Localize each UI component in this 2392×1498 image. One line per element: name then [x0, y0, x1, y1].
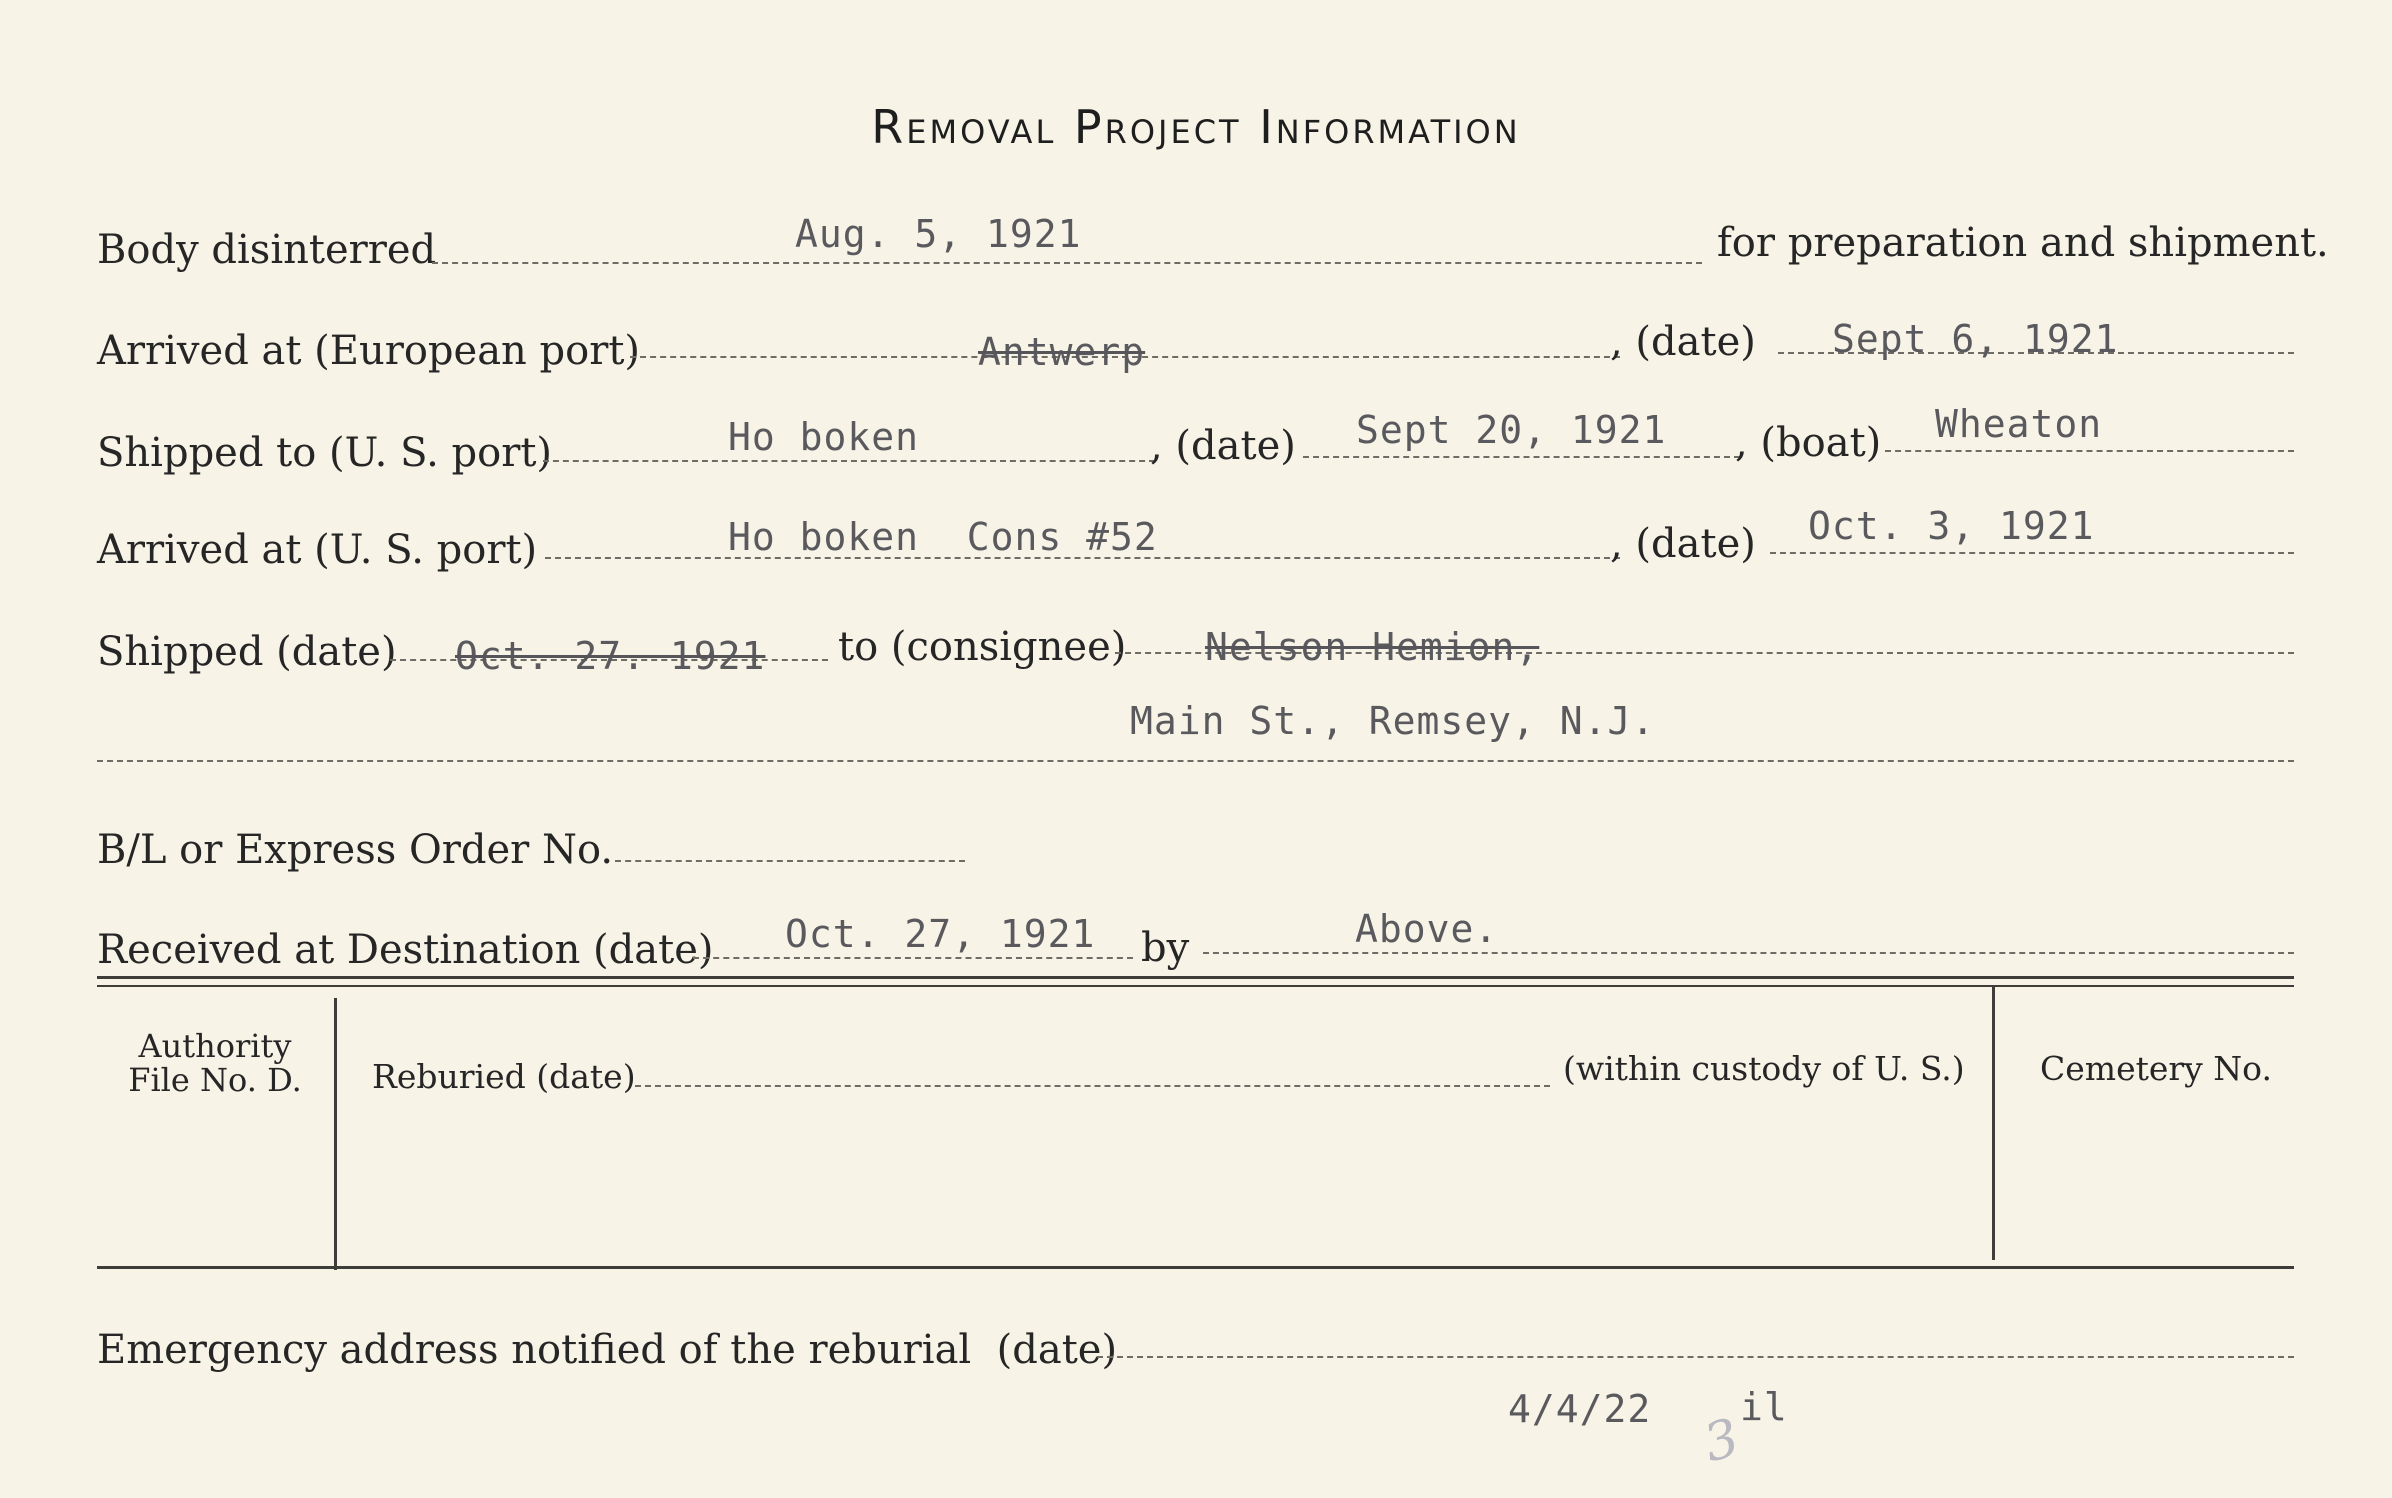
arrived-european-label: Arrived at (European port): [97, 328, 641, 374]
table-bottom-rule: [97, 1266, 2294, 1269]
reburied-line: [635, 1085, 1550, 1087]
authority-line-1: Authority: [138, 1027, 292, 1065]
footer-initials-value: il: [1740, 1385, 1788, 1429]
european-date-value: Sept 6, 1921: [1832, 317, 2119, 361]
shipped-date-value: Sept 20, 1921: [1356, 408, 1667, 452]
arrived-date-line: [1770, 552, 2294, 554]
shipped-to-label: Shipped to (U. S. port): [97, 430, 552, 476]
received-dest-label: Received at Destination (date): [97, 927, 714, 973]
received-date-value: Oct. 27, 1921: [785, 912, 1096, 956]
vertical-rule-left: [334, 998, 337, 1270]
received-by-value: Above.: [1355, 907, 1499, 951]
bl-order-line: [615, 860, 965, 862]
by-label: by: [1141, 925, 1190, 971]
bl-order-label: B/L or Express Order No.: [97, 827, 614, 873]
emergency-label: Emergency address notified of the reburial (date): [97, 1327, 1118, 1373]
authority-file-label: [110, 1027, 320, 1099]
consignee-address-line: [97, 760, 2294, 762]
card-title: Removal Project Information: [871, 100, 1521, 154]
boat-value: Wheaton: [1935, 402, 2103, 446]
footer-date-value: 4/4/22: [1508, 1387, 1652, 1431]
shipped-date-label: , (date): [1150, 423, 1296, 469]
shipped-to-line: [543, 460, 1155, 462]
to-consignee-label: to (consignee): [838, 624, 1127, 670]
body-disinterred-line: [432, 262, 1702, 264]
european-date-label: , (date): [1610, 319, 1756, 365]
body-disinterred-label: Body disinterred: [97, 227, 437, 273]
consignee-address-value: Main St., Remsey, N.J.: [1130, 699, 1656, 743]
vertical-rule-right: [1992, 987, 1995, 1260]
reburied-label: Reburied (date): [372, 1057, 636, 1096]
us-port-shipped-value: Ho boken: [728, 415, 920, 459]
shipped-date-line: [1303, 456, 1740, 458]
shipped-out-date-value: Oct. 27. 1921: [455, 634, 766, 678]
received-date-line: [693, 957, 1133, 959]
shipped-out-date-label: Shipped (date): [97, 629, 397, 675]
within-custody-label: (within custody of U. S.): [1563, 1049, 1965, 1088]
arrived-date-label: , (date): [1610, 521, 1756, 567]
us-port-arrived-value: Ho boken Cons #52: [728, 515, 1158, 559]
for-preparation-label: for preparation and shipment.: [1717, 220, 2329, 266]
arrived-date-value: Oct. 3, 1921: [1808, 504, 2095, 548]
consignee-value: Nelson Hemion,: [1205, 625, 1540, 669]
arrived-us-label: Arrived at (U. S. port): [97, 527, 538, 573]
pencil-mark: 3: [1697, 1407, 1746, 1475]
top-double-rule-1: [97, 976, 2294, 979]
boat-label: , (boat): [1735, 420, 1882, 466]
top-double-rule-2: [97, 985, 2294, 987]
authority-line-2: File No. D.: [128, 1060, 302, 1099]
received-by-line: [1203, 952, 2294, 954]
disinterred-date-value: Aug. 5, 1921: [795, 212, 1082, 256]
european-port-value: Antwerp: [978, 330, 1146, 374]
boat-line: [1885, 450, 2294, 452]
cemetery-no-label: Cemetery No.: [2040, 1049, 2272, 1088]
emergency-line: [1097, 1356, 2294, 1358]
